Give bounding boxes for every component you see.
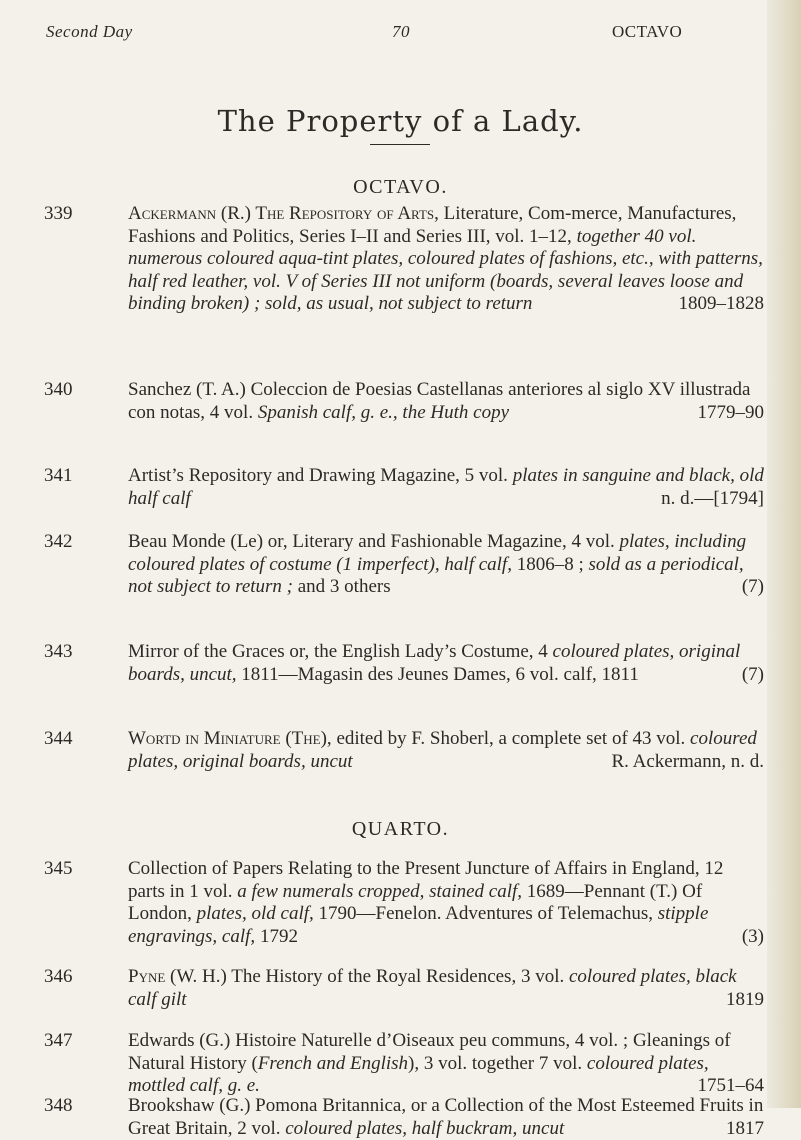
lot-text-segment: coloured plates, original boards, uncut, xyxy=(128,641,740,685)
lot-description xyxy=(128,858,764,948)
lot-text-segment: 1806–8 ; xyxy=(512,554,589,575)
lot-text-segment: and 3 others xyxy=(293,576,391,597)
lot-number: 341 xyxy=(44,465,73,487)
lot-description xyxy=(128,728,764,773)
lot-text-segment: 1689—Pennant (T.) Of London, xyxy=(128,881,702,925)
lot-text-segment: a few numerals cropped, stained calf, xyxy=(237,881,522,902)
lot-text-segment: French and English xyxy=(258,1053,408,1074)
lot-description xyxy=(128,1095,764,1140)
lot-text-segment: Brookshaw (G.) Pomona Britannica, or a Collection of the Most Esteemed Fruits in Great Britain, 2 vol. xyxy=(128,1095,763,1139)
lot-description xyxy=(128,531,764,599)
lot-description xyxy=(128,1030,764,1098)
lot-text-segment: Collection of Papers Relating to the Present Juncture of Affairs in England, 12 parts in 1 vol. xyxy=(128,858,723,902)
lot-text-segment: Ackermann (R.) The Repository of Arts, xyxy=(128,203,439,224)
lot-text-segment: The History of the Royal Residences, 3 vol. xyxy=(227,966,569,987)
lot-text-segment: plates, old calf, xyxy=(197,903,314,924)
lot-text-segment: Artist’s Repository and Drawing Magazine, 5 vol. xyxy=(128,465,513,486)
section-heading-octavo: OCTAVO. xyxy=(0,176,801,199)
sale-title: The Property of a Lady. xyxy=(0,104,801,138)
lot-text-segment: ), 3 vol. together 7 vol. xyxy=(408,1053,587,1074)
lot-text-segment: Spanish calf, g. e., the Huth copy xyxy=(258,402,509,423)
page-number: 70 xyxy=(392,22,410,42)
lot-number: 348 xyxy=(44,1095,73,1117)
lot-text-segment: Beau Monde (Le) or, Literary and Fashionable Magazine, 4 vol. xyxy=(128,531,620,552)
lot-date: (7) xyxy=(742,576,764,599)
lot-text-segment: stipple engravings, calf, xyxy=(128,903,708,947)
lot-number: 342 xyxy=(44,531,73,553)
running-head-left: Second Day xyxy=(46,22,133,42)
lot-text-segment: Pyne (W. H.) xyxy=(128,966,227,987)
running-head-right: OCTAVO xyxy=(612,22,682,42)
lot-text-segment: coloured plates, mottled calf, g. e. xyxy=(128,1053,709,1097)
lot-text-segment: plates, including coloured plates of costume (1 imperfect), half calf, xyxy=(128,531,746,575)
lot-text-segment: Edwards (G.) Histoire Naturelle d’Oiseaux peu communs, 4 vol. ; Gleanings of Natural History ( xyxy=(128,1030,731,1074)
lot-text-segment: Wortd in Miniature (The), xyxy=(128,728,332,749)
lot-text-segment: coloured plates, half buckram, uncut xyxy=(285,1118,564,1139)
lot-date: 1819 xyxy=(726,989,764,1012)
lot-description xyxy=(128,203,764,316)
lot-text-segment: sold as a periodical, not subject to return ; xyxy=(128,554,744,598)
lot-date: n. d.—[1794] xyxy=(661,488,764,511)
lot-number: 340 xyxy=(44,379,73,401)
lot-text-segment: edited by F. Shoberl, a complete set of 43 vol. xyxy=(332,728,690,749)
lot-description xyxy=(128,641,764,686)
lot-date: 1779–90 xyxy=(698,402,765,425)
lot-text-segment: coloured plates, original boards, uncut xyxy=(128,728,757,772)
lot-text-segment: 1811—Magasin des Jeunes Dames, 6 vol. calf, 1811 xyxy=(237,664,639,685)
lot-text-segment: 1792 xyxy=(255,926,298,947)
lot-number: 343 xyxy=(44,641,73,663)
lot-date: 1817 xyxy=(726,1118,764,1140)
lot-description xyxy=(128,966,764,1011)
lot-date: (3) xyxy=(742,926,764,949)
lot-text-segment: Sanchez (T. A.) Coleccion de Poesias Castellanas anteriores al siglo XV illustrada con notas, 4 vol. xyxy=(128,379,750,423)
lot-number: 345 xyxy=(44,858,73,880)
section-heading-quarto: QUARTO. xyxy=(0,818,801,841)
lot-number: 339 xyxy=(44,203,73,225)
lot-text-segment: coloured plates, black calf gilt xyxy=(128,966,737,1010)
page-edge xyxy=(767,0,801,1108)
lot-date: 1751–64 xyxy=(698,1075,765,1098)
lot-text-segment: together 40 vol. numerous coloured aqua-tint plates, coloured plates of fashions, etc., with patterns, half red leather, vol. V of Series III not uniform (boards, several leaves loose and binding broken) ; sold, as usual, not subject to return xyxy=(128,226,763,315)
lot-description xyxy=(128,379,764,424)
lot-date: R. Ackermann, n. d. xyxy=(611,751,764,774)
title-rule xyxy=(370,144,430,145)
lot-text-segment: plates in sanguine and black, old half calf xyxy=(128,465,764,509)
lot-text-segment: Mirror of the Graces or, the English Lady’s Costume, 4 xyxy=(128,641,553,662)
lot-text-segment: 1790—Fenelon. Adventures of Telemachus, xyxy=(314,903,658,924)
lot-description xyxy=(128,465,764,510)
lot-number: 347 xyxy=(44,1030,73,1052)
lot-number: 344 xyxy=(44,728,73,750)
lot-text-segment: Literature, Com-merce, Manufactures, Fashions and Politics, Series I–II and Series III, vol. 1–12, xyxy=(128,203,736,247)
lot-date: (7) xyxy=(742,664,764,687)
lot-date: 1809–1828 xyxy=(679,293,765,316)
lot-number: 346 xyxy=(44,966,73,988)
